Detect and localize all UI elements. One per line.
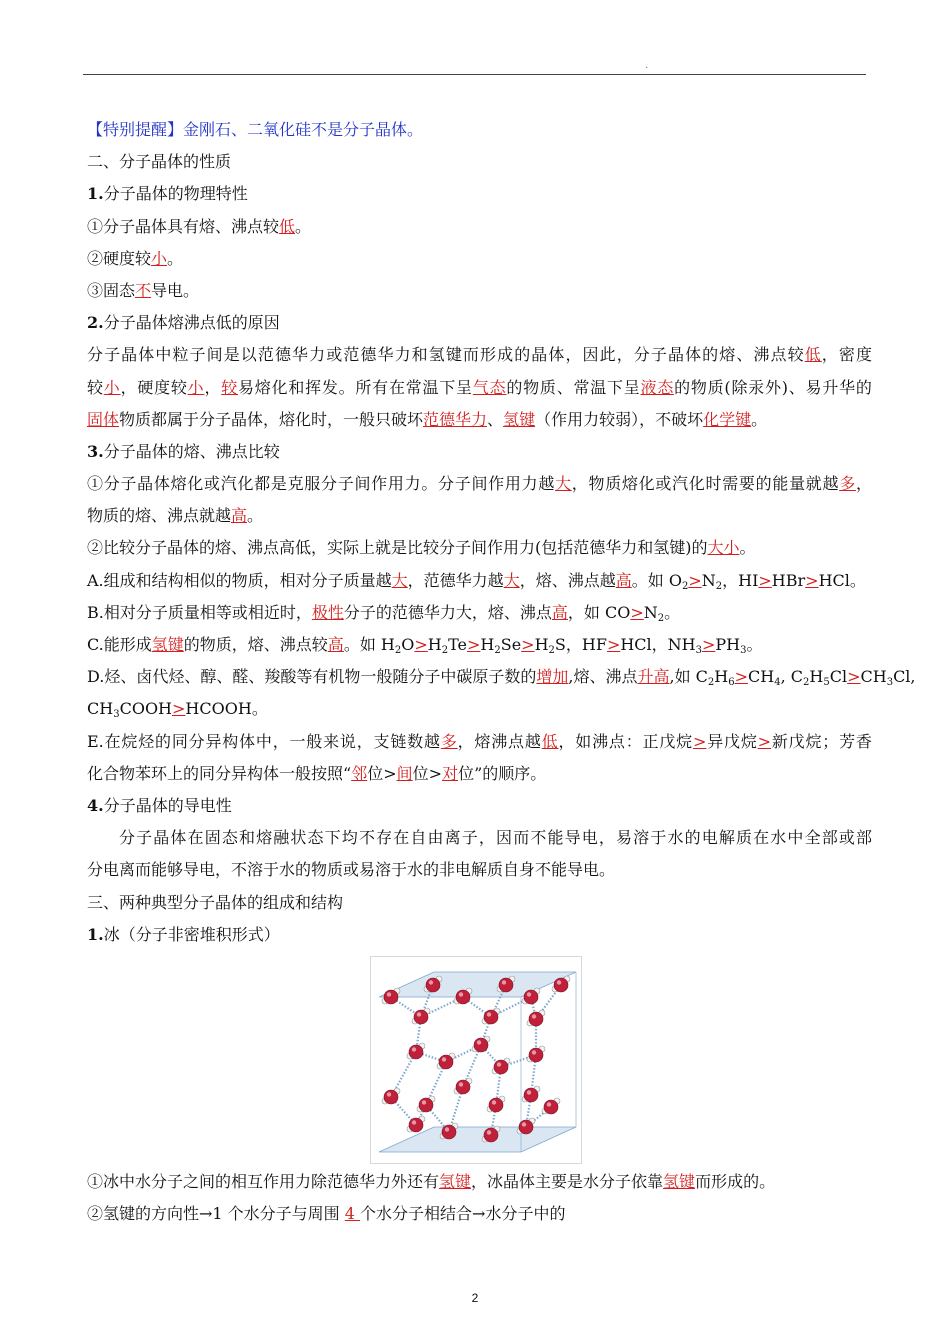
oxygen-atom <box>489 1098 503 1112</box>
heading-low-mp-reason: 2.分子晶体熔沸点低的原因 <box>87 313 280 333</box>
comparison-intro-line-2: 物质的熔、沸点就越高。 <box>87 506 264 526</box>
oxygen-atom <box>529 1048 543 1062</box>
oxygen-highlight <box>527 1090 531 1094</box>
oxygen-atom <box>409 1118 423 1132</box>
reason-paragraph-line-2: 较小，硬度较小，较易熔化和挥发。所有在常温下呈气态的物质、常温下呈液态的物质(除汞外)、易升华的 <box>87 377 872 397</box>
oxygen-highlight <box>429 980 433 984</box>
rule-b: B.相对分子质量相等或相近时，极性分子的范德华力大，熔、沸点高，如 $CO>N_2$。 <box>87 602 681 624</box>
rule-e-line-2: 化合物苯环上的同分异构体一般按照“邻位>间位>对位”的顺序。 <box>87 763 547 783</box>
item-conductivity: ③固态不导电。 <box>87 280 200 300</box>
ice-notes <box>87 1166 872 1230</box>
oxygen-highlight <box>497 1062 501 1066</box>
heading-ice: 1.冰（分子非密堆积形式） <box>87 924 280 944</box>
header-mark: . <box>645 60 649 71</box>
oxygen-atom <box>519 1120 533 1134</box>
page-content <box>87 114 916 951</box>
item-hardness: ②硬度较小。 <box>87 248 184 268</box>
oxygen-atom <box>484 1010 498 1024</box>
comparison-intro-line-1: ①分子晶体熔化或汽化都是克服分子间作用力。分子间作用力越大，物质熔化或汽化时需要的能量就越多， <box>87 474 872 494</box>
oxygen-atom <box>524 990 538 1004</box>
rule-d-line-1: D.烃、卤代烃、醇、醛、羧酸等有机物一般随分子中碳原子数的增加,熔、沸点升高,如 $C_2H_6>CH_4$, $C_2H_5Cl>CH_3Cl$, <box>87 667 916 689</box>
oxygen-atom <box>426 978 440 992</box>
oxygen-highlight <box>487 1012 491 1016</box>
heading-conductivity: 4.分子晶体的导电性 <box>87 795 232 815</box>
oxygen-highlight <box>522 1122 526 1126</box>
oxygen-atom <box>384 990 398 1004</box>
reminder-text: 金刚石、二氧化硅不是分子晶体。 <box>183 120 424 139</box>
section-3-title: 三、两种典型分子晶体的组成和结构 <box>87 892 344 912</box>
rule-e-line-1: E.在烷烃的同分异构体中，一般来说，支链数越多，熔沸点越低，如沸点：正戊烷>异戊烷>新戊烷；芳香 <box>87 731 872 751</box>
oxygen-atom <box>494 1060 508 1074</box>
oxygen-highlight <box>547 1102 551 1106</box>
oxygen-highlight <box>422 1100 426 1104</box>
section-2-title: 二、分子晶体的性质 <box>87 152 232 172</box>
item-melting-point: ①分子晶体具有熔、沸点较低。 <box>87 216 312 236</box>
rule-d-line-2: $CH_3COOH>HCOOH$。 <box>87 699 268 721</box>
oxygen-atom <box>456 990 470 1004</box>
oxygen-highlight <box>387 992 391 996</box>
oxygen-atom <box>384 1090 398 1104</box>
oxygen-highlight <box>492 1100 496 1104</box>
oxygen-highlight <box>417 1012 421 1016</box>
oxygen-atom <box>529 1012 543 1026</box>
heading-mp-comparison: 3.分子晶体的熔、沸点比较 <box>87 441 280 461</box>
oxygen-highlight <box>532 1014 536 1018</box>
ice-structure-image <box>370 956 582 1164</box>
oxygen-atom <box>442 1125 456 1139</box>
oxygen-highlight <box>477 1040 481 1044</box>
oxygen-atom <box>484 1128 498 1142</box>
oxygen-highlight <box>527 992 531 996</box>
oxygen-highlight <box>387 1092 391 1096</box>
reason-paragraph-line-1: 分子晶体中粒子间是以范德华力或范德华力和氢键而形成的晶体，因此，分子晶体的熔、沸点较低，密度 <box>87 345 872 365</box>
oxygen-atom <box>554 978 568 992</box>
oxygen-highlight <box>557 980 561 984</box>
top-plane <box>379 972 576 997</box>
header-rule <box>83 74 866 75</box>
rule-c: C.能形成氢键的物质，熔、沸点较高。如 $H_2O>H_2Te>H_2Se>H_2S$，HF>HCl，$NH_3>PH_3$。 <box>87 635 763 656</box>
rule-a: A.组成和结构相似的物质，相对分子质量越大，范德华力越大，熔、沸点越高。如 $O_2>N_2$，HI>HBr>HCl。 <box>87 570 866 592</box>
conductivity-line-2: 分电离而能够导电，不溶于水的物质或易溶于水的非电解质自身不能导电。 <box>87 860 616 880</box>
reminder-tag: 【特别提醒】 <box>87 120 184 139</box>
special-reminder <box>87 114 872 146</box>
ice-note-1: ①冰中水分子之间的相互作用力除范德华力外还有氢键，冰晶体主要是水分子依靠氢键而形成的。 <box>87 1172 776 1191</box>
oxygen-atom <box>409 1045 423 1059</box>
conductivity-line-1: 分子晶体在固态和熔融状态下均不存在自由离子，因而不能导电，易溶于水的电解质在水中全部或部 <box>119 828 872 848</box>
oxygen-atom <box>474 1038 488 1052</box>
oxygen-highlight <box>412 1047 416 1051</box>
oxygen-highlight <box>445 1127 449 1131</box>
oxygen-atom <box>544 1100 558 1114</box>
heading-physical: 1.分子晶体的物理特性 <box>87 184 248 204</box>
oxygen-atom <box>419 1098 433 1112</box>
page-number: 2 <box>471 1291 479 1305</box>
oxygen-atom <box>524 1088 538 1102</box>
oxygen-atom <box>499 978 513 992</box>
oxygen-highlight <box>502 980 506 984</box>
comparison-principle: ②比较分子晶体的熔、沸点高低，实际上就是比较分子间作用力(包括范德华力和氢键)的大小。 <box>87 538 756 558</box>
oxygen-atom <box>414 1010 428 1024</box>
oxygen-atom <box>456 1080 470 1094</box>
oxygen-highlight <box>442 1057 446 1061</box>
oxygen-highlight <box>459 992 463 996</box>
oxygen-highlight <box>412 1120 416 1124</box>
ice-note-2: ②氢键的方向性→1 个水分子与周围 4 个水分子相结合→水分子中的 <box>87 1204 566 1224</box>
oxygen-highlight <box>487 1130 491 1134</box>
oxygen-highlight <box>459 1082 463 1086</box>
oxygen-highlight <box>532 1050 536 1054</box>
reason-paragraph-line-3: 固体物质都属于分子晶体，熔化时，一般只破坏范德华力、氢键（作用力较弱），不破坏化学键。 <box>87 409 768 429</box>
oxygen-atom <box>439 1055 453 1069</box>
